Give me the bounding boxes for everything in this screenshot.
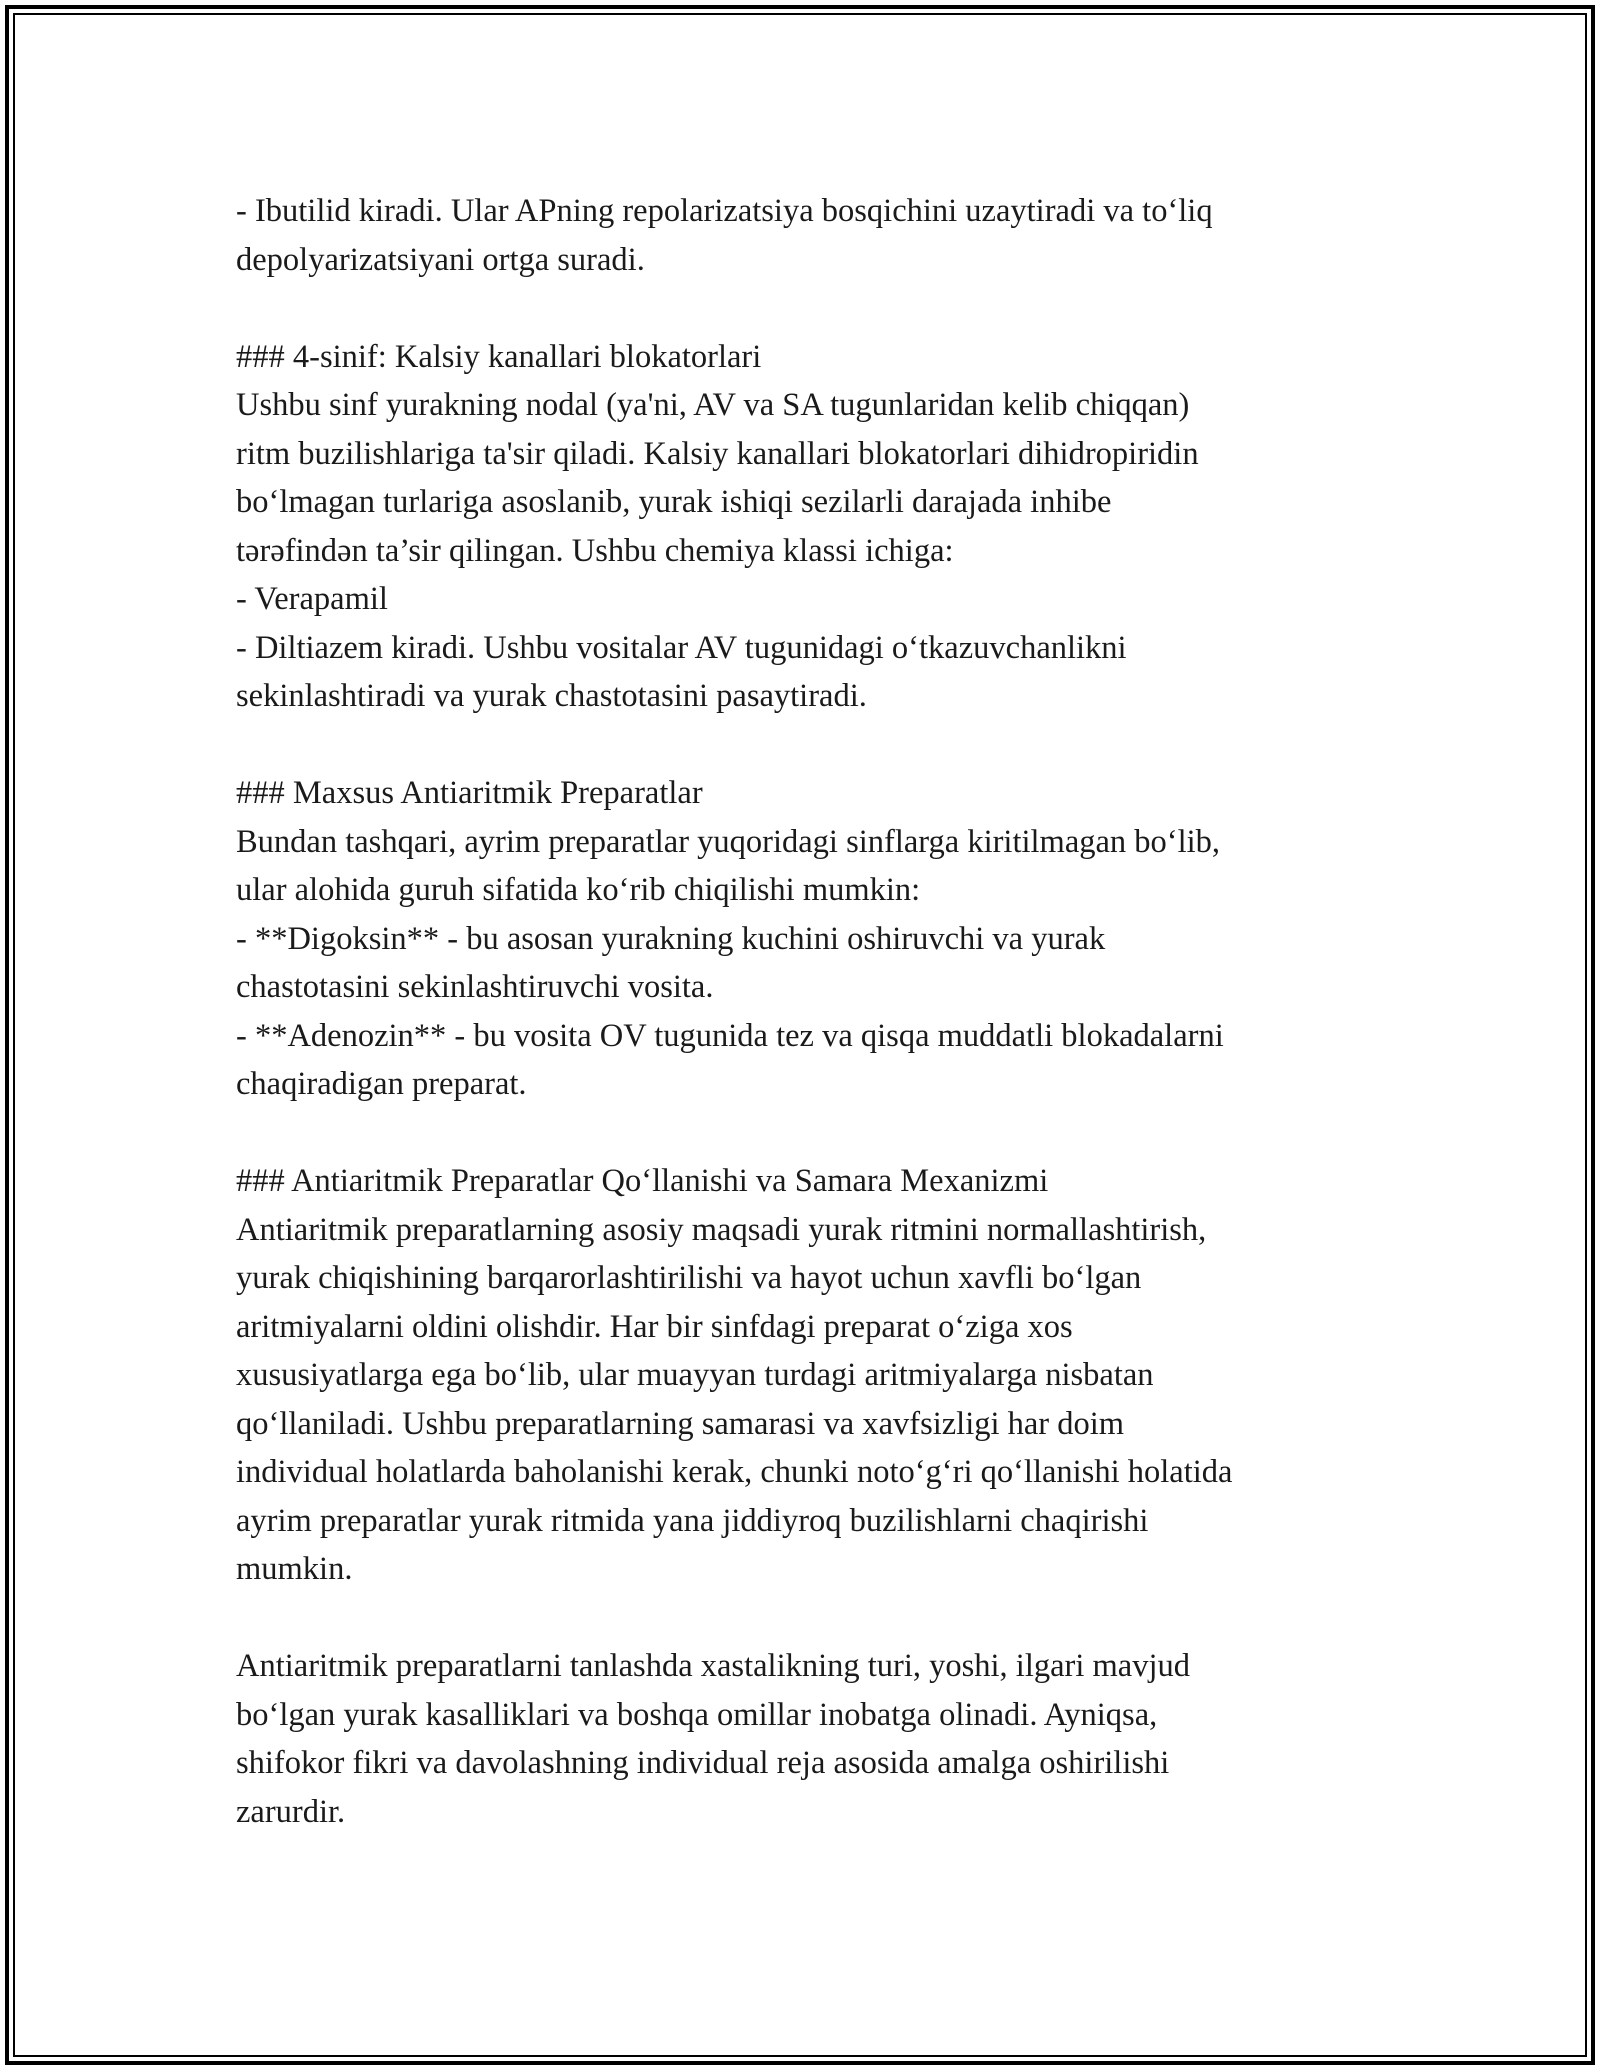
text-line: qo‘llaniladi. Ushbu preparatlarning samarasi va xavfsizligi har doim <box>236 1405 1125 1442</box>
text-line: tərəfindən ta’sir qilingan. Ushbu chemiya klassi ichiga: <box>236 532 954 569</box>
text-line: mumkin. <box>236 1551 353 1587</box>
text-line: Antiaritmik preparatlarning asosiy maqsadi yurak ritmini normallashtirish, <box>236 1211 1207 1248</box>
text-line: bo‘lgan yurak kasalliklari va boshqa omillar inobatga olinadi. Ayniqsa, <box>236 1696 1158 1733</box>
list-item: - Diltiazem kiradi. Ushbu vositalar AV tugunidagi o‘tkazuvchanlikni <box>236 629 1127 666</box>
blank-line <box>236 1109 1376 1158</box>
blank-line <box>236 721 1376 770</box>
text-line: Bundan tashqari, ayrim preparatlar yuqoridagi sinflarga kiritilmagan bo‘lib, <box>236 823 1221 860</box>
blank-line <box>236 284 1376 333</box>
text-line: sekinlashtiradi va yurak chastotasini pasaytiradi. <box>236 678 867 714</box>
list-item: - **Digoksin** - bu asosan yurakning kuchini oshiruvchi va yurak <box>236 920 1106 957</box>
text-line: bo‘lmagan turlariga asoslanib, yurak ishiqi sezilarli darajada inhibe <box>236 484 1112 520</box>
text-line: zarurdir. <box>236 1793 346 1830</box>
text-line: Ushbu sinf yurakning nodal (ya'ni, AV va SA tugunlaridan kelib chiqqan) <box>236 387 1190 423</box>
text-line: shifokor fikri va davolashning individual reja asosida amalga oshirilishi <box>236 1745 1170 1781</box>
section-heading: ### Antiaritmik Preparatlar Qo‘llanishi va Samara Mexanizmi <box>236 1163 1049 1199</box>
text-line: ayrim preparatlar yurak ritmida yana jiddiyroq buzilishlarni chaqirishi <box>236 1502 1149 1539</box>
text-line: depolyarizatsiyani ortga suradi. <box>236 241 645 278</box>
text-line: individual holatlarda baholanishi kerak, chunki noto‘g‘ri qo‘llanishi holatida <box>236 1454 1233 1490</box>
list-item: - **Adenozin** - bu vosita OV tugunida tez va qisqa muddatli blokadalarni <box>236 1017 1224 1054</box>
text-line: chastotasini sekinlashtiruvchi vosita. <box>236 969 714 1005</box>
text-line: ular alohida guruh sifatida ko‘rib chiqilishi mumkin: <box>236 872 921 908</box>
text-line: chaqiradigan preparat. <box>236 1066 527 1102</box>
text-line: xususiyatlarga ega bo‘lib, ular muayyan turdagi aritmiyalarga nisbatan <box>236 1357 1154 1393</box>
text-line: ritm buzilishlariga ta'sir qiladi. Kalsiy kanallari blokatorlari dihidropiridin <box>236 435 1199 472</box>
text-line: Antiaritmik preparatlarni tanlashda xastalikning turi, yoshi, ilgari mavjud <box>236 1648 1191 1684</box>
blank-line <box>236 1594 1376 1643</box>
document-body <box>236 187 1376 1836</box>
text-line: yurak chiqishining barqarorlashtirilishi va hayot uchun xavfli bo‘lgan <box>236 1260 1142 1296</box>
list-item: - Verapamil <box>236 581 388 617</box>
text-line: - Ibutilid kiradi. Ular APning repolarizatsiya bosqichini uzaytiradi va to‘liq <box>236 193 1213 229</box>
section-heading: ### Maxsus Antiaritmik Preparatlar <box>236 775 703 811</box>
text-line: aritmiyalarni oldini olishdir. Har bir sinfdagi preparat o‘ziga xos <box>236 1308 1073 1345</box>
section-heading: ### 4-sinif: Kalsiy kanallari blokatorlari <box>236 338 762 375</box>
